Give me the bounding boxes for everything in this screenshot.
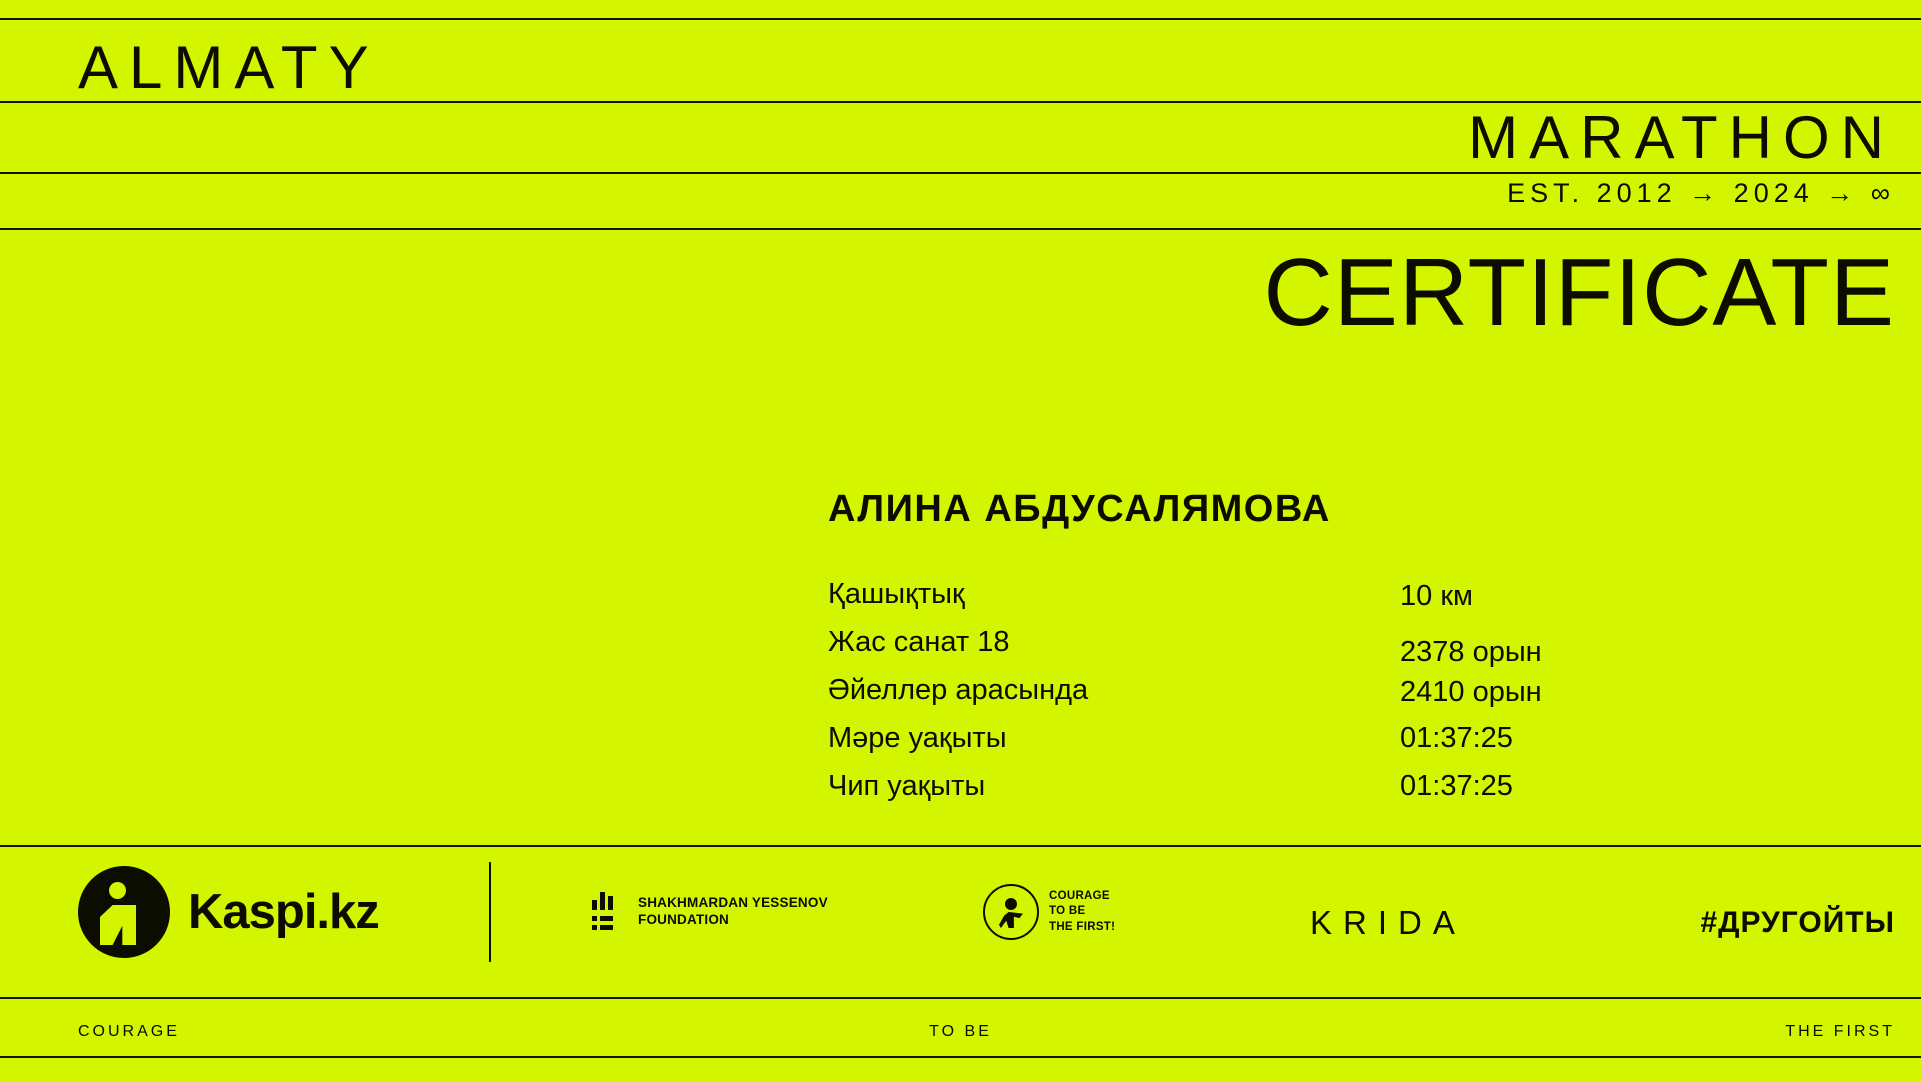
sponsor-corporate-label bbox=[1049, 889, 1115, 936]
corporate-line-1: COURAGE bbox=[1049, 889, 1110, 902]
result-label: Жас санат 18 bbox=[828, 626, 1010, 658]
sponsor-krida-label: KRIDA bbox=[1310, 904, 1466, 941]
campaign-hashtag: #ДРУГОЙТЫ bbox=[1700, 906, 1895, 939]
sponsor-kaspi bbox=[78, 866, 379, 958]
table-row bbox=[828, 578, 1828, 626]
sponsor-yessenov-label bbox=[638, 895, 828, 929]
yessenov-line-2: FOUNDATION bbox=[638, 912, 729, 927]
corporate-fund-seal-icon bbox=[983, 884, 1039, 940]
sponsor-corporate-fund bbox=[983, 884, 1115, 940]
rule-title-top bbox=[0, 228, 1921, 230]
table-row bbox=[828, 722, 1828, 770]
result-label: Әйеллер арасында bbox=[828, 674, 1089, 706]
corporate-line-3: THE FIRST! bbox=[1049, 920, 1116, 933]
page-title: CERTIFICATE bbox=[1263, 239, 1895, 346]
sponsor-divider bbox=[489, 862, 491, 962]
rule-sponsors-bottom bbox=[0, 997, 1921, 999]
footer-left: COURAGE bbox=[78, 1023, 180, 1040]
yessenov-logo-icon bbox=[592, 892, 626, 932]
result-label: Қашықтық bbox=[828, 578, 965, 610]
rule-sponsors-top bbox=[0, 845, 1921, 847]
rule-top-1 bbox=[0, 18, 1921, 20]
result-value: 2378 орын bbox=[1400, 636, 1542, 668]
rule-top-3 bbox=[0, 172, 1921, 174]
athlete-name: АЛИНА АБДУСАЛЯМОВА bbox=[828, 488, 1331, 530]
result-label: Мәре уақыты bbox=[828, 722, 1007, 754]
corporate-line-2: TO BE bbox=[1049, 905, 1086, 918]
result-value: 01:37:25 bbox=[1400, 722, 1513, 754]
yessenov-line-1: SHAKHMARDAN YESSENOV bbox=[638, 895, 828, 911]
result-value: 2410 орын bbox=[1400, 676, 1542, 708]
kaspi-logo-icon bbox=[78, 866, 170, 958]
result-label: Чип уақыты bbox=[828, 770, 986, 802]
footer-middle: TO BE bbox=[929, 1023, 992, 1040]
event-name-line-1: ALMATY bbox=[78, 34, 380, 101]
results-table bbox=[828, 578, 1828, 818]
footer-right: THE FIRST bbox=[1785, 1023, 1895, 1040]
established-line: EST. 2012 → 2024 → ∞ bbox=[1507, 178, 1895, 208]
rule-footer bbox=[0, 1056, 1921, 1058]
sponsors-bar bbox=[0, 852, 1921, 997]
sponsor-kaspi-label: Kaspi.kz bbox=[188, 885, 379, 939]
table-row bbox=[828, 626, 1828, 674]
sponsor-yessenov bbox=[592, 892, 828, 932]
table-row bbox=[828, 674, 1828, 722]
rule-top-2 bbox=[0, 101, 1921, 103]
result-value: 10 км bbox=[1400, 580, 1473, 612]
table-row bbox=[828, 770, 1828, 818]
event-name-line-2: MARATHON bbox=[1468, 104, 1895, 171]
result-value: 01:37:25 bbox=[1400, 770, 1513, 802]
